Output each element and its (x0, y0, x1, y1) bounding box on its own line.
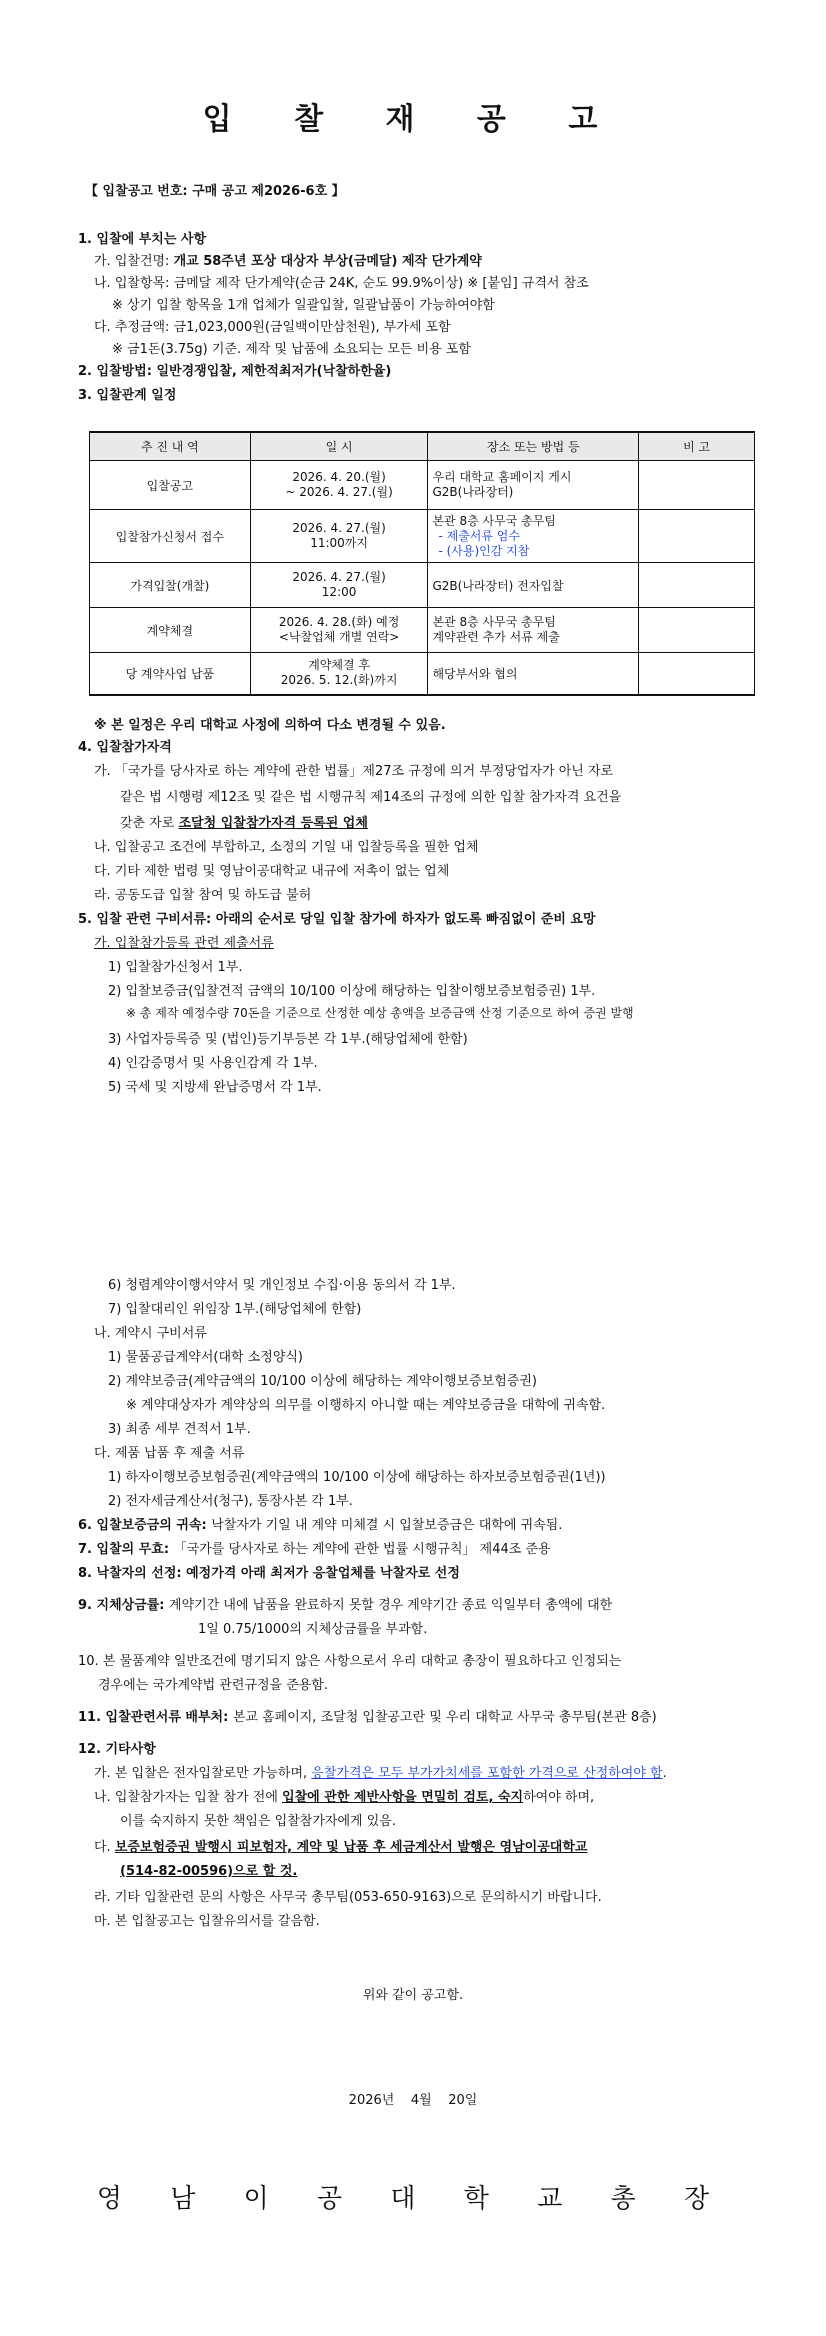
schedule-remark (639, 653, 755, 695)
s4-item-ga-underline: 조달청 입찰참가자격 등록된 업체 (178, 816, 368, 831)
s5-doc-7: 7) 입찰대리인 위임장 1부.(해당업체에 한함) (108, 1302, 362, 1317)
section-6-text: 낙찰자가 기일 내 계약 미체결 시 입찰보증금은 대학에 귀속됨. (211, 1518, 563, 1533)
s5-contract-3: 3) 최종 세부 견적서 1부. (108, 1422, 251, 1437)
s5-doc-6: 6) 청렴계약이행서약서 및 개인정보 수집·이용 동의서 각 1부. (108, 1278, 456, 1293)
s5-item-da: 다. 제품 납품 후 제출 서류 (94, 1446, 245, 1461)
section-12-heading: 12. 기타사항 (78, 1742, 156, 1757)
section-9-cont: 1일 0.75/1000의 지체상금률을 부과함. (198, 1622, 428, 1637)
schedule-place (428, 461, 639, 510)
s5-contract-2-note: ※ 계약대상자가 계약상의 의무를 이행하지 아니할 때는 계약보증금을 대학에 귀속함. (126, 1398, 606, 1413)
schedule-date-line: 계약체결 후 (308, 658, 370, 673)
closing-statement: 위와 같이 공고함. (362, 1988, 464, 2003)
schedule-remark (639, 563, 755, 608)
s5-delivery-2: 2) 전자세금계산서(청구), 통장사본 각 1부. (108, 1494, 353, 1509)
schedule-item: 입찰참가신청서 접수 (90, 510, 251, 563)
schedule-place: G2B(나라장터) 전자입찰 (428, 563, 639, 608)
schedule-date (250, 461, 428, 510)
schedule-place (428, 510, 639, 563)
schedule-date (250, 608, 428, 653)
schedule-header-date: 일 시 (250, 432, 428, 461)
s12-item-ga (94, 1762, 667, 1781)
schedule-table (89, 431, 755, 696)
schedule-remark (639, 608, 755, 653)
s12-item-ga-end: . (662, 1766, 667, 1781)
s5-doc-2-note: ※ 총 제작 예정수량 70돈을 기준으로 산정한 예상 총액을 보증금액 산정 기준으로 하여 증권 발행 (126, 1006, 634, 1020)
s12-item-ra: 라. 기타 입찰관련 문의 사항은 사무국 총무팀(053-650-9163)으로 문의하시기 바랍니다. (94, 1890, 602, 1905)
schedule-item: 계약체결 (90, 608, 251, 653)
section-6 (78, 1514, 562, 1533)
section-7-label: 7. 입찰의 무효: (78, 1542, 174, 1557)
s1-item-ga (94, 250, 482, 269)
section-9-text: 계약기간 내에 납품을 완료하지 못할 경우 계약기간 종료 익일부터 총액에 대한 (169, 1598, 613, 1613)
schedule-remark (639, 510, 755, 563)
section-10: 10. 본 물품계약 일반조건에 명기되지 않은 사항으로서 우리 대학교 총장이 필요하다고 인정되는 (78, 1654, 622, 1669)
schedule-date-line: 2026. 4. 27.(월) (292, 570, 386, 584)
s4-item-ra: 라. 공동도급 입찰 참여 및 하도급 불허 (94, 888, 312, 903)
schedule-note: ※ 본 일정은 우리 대학교 사정에 의하여 다소 변경될 수 있음. (94, 718, 446, 733)
s5-item-na: 나. 계약시 구비서류 (94, 1326, 207, 1341)
schedule-place (428, 608, 639, 653)
s4-item-ga-text: 갖춘 자로 (120, 816, 179, 831)
s1-item-ga-label: 가. 입찰건명: (94, 254, 174, 269)
s1-item-na-note: ※ 상기 입찰 항목을 1개 업체가 일괄입찰, 일괄납품이 가능하여야함 (112, 298, 495, 313)
s5-doc-3: 3) 사업자등록증 및 (법인)등기부등본 각 1부.(해당업체에 한함) (108, 1032, 468, 1047)
s12-item-da-cont: (514-82-00596)으로 할 것. (120, 1864, 298, 1879)
section-9-label: 9. 지체상금률: (78, 1598, 170, 1613)
table-row (90, 461, 755, 510)
s4-item-da: 다. 기타 제한 법령 및 영남이공대학교 내규에 저촉이 없는 업체 (94, 864, 450, 879)
section-3-heading: 3. 입찰관계 일정 (78, 388, 177, 403)
section-6-label: 6. 입찰보증금의 귀속: (78, 1518, 212, 1533)
s4-item-ga-cont: 같은 법 시행령 제12조 및 같은 법 시행규칙 제14조의 규정에 의한 입찰 참가자격 요건을 (120, 790, 622, 805)
schedule-item: 당 계약사업 납품 (90, 653, 251, 695)
schedule-place-line: - (사용)인감 지참 (438, 543, 530, 558)
schedule-date-line: 12:00 (321, 585, 357, 599)
schedule-place: 해당부서와 협의 (428, 653, 639, 695)
schedule-date (250, 510, 428, 563)
s12-item-na-underline: 입찰에 관한 제반사항을 면밀히 검토, 숙지 (282, 1790, 524, 1805)
schedule-place-line: 본관 8층 사무국 총무팀 (432, 615, 556, 629)
notice-date: 2026년 4월 20일 (348, 2093, 478, 2108)
schedule-date-line: 2026. 4. 28.(화) 예정 (278, 615, 400, 629)
s12-item-da-label: 다. (94, 1840, 115, 1855)
schedule-header-place: 장소 또는 방법 등 (428, 432, 639, 461)
page-title: 입 찰 재 공 고 (202, 102, 624, 137)
table-row (90, 510, 755, 563)
section-5-heading: 5. 입찰 관련 구비서류: 아래의 순서로 당일 입찰 참가에 하자가 없도록 빠짐없이 준비 요망 (78, 912, 596, 927)
schedule-header-item: 추 진 내 역 (90, 432, 251, 461)
table-row (90, 608, 755, 653)
schedule-header-row (90, 432, 755, 461)
s5-item-ga: 가. 입찰참가등록 관련 제출서류 (94, 936, 274, 951)
section-10-cont: 경우에는 국가계약법 관련규정을 준용함. (98, 1678, 329, 1693)
section-11-label: 11. 입찰관련서류 배부처: (78, 1710, 233, 1725)
section-2: 2. 입찰방법: 일반경쟁입찰, 제한적최저가(낙찰하한율) (78, 364, 392, 379)
s12-item-ma: 마. 본 입찰공고는 입찰유의서를 갈음함. (94, 1914, 320, 1929)
schedule-place-line: 계약관련 추가 서류 제출 (432, 630, 560, 644)
s12-item-na-post: 하여야 하며, (523, 1790, 595, 1805)
s12-item-na-text: 나. 입찰참가자는 입찰 참가 전에 (94, 1790, 283, 1805)
section-7 (78, 1538, 551, 1557)
s1-item-da: 다. 추정금액: 금1,023,000원(금일백이만삼천원), 부가세 포함 (94, 320, 451, 335)
s5-doc-2: 2) 입찰보증금(입찰견적 금액의 10/100 이상에 해당하는 입찰이행보증보험증권) 1부. (108, 984, 596, 999)
s5-contract-1: 1) 물품공급계약서(대학 소정양식) (108, 1350, 304, 1365)
table-row (90, 653, 755, 695)
s12-item-ga-highlight: 응찰가격은 모두 부가가치세를 포함한 가격으로 산정하여야 함 (311, 1766, 663, 1781)
section-1-heading: 1. 입찰에 부치는 사항 (78, 232, 207, 247)
schedule-date-line: 2026. 4. 20.(월) (292, 470, 386, 484)
section-11-text: 본교 홈페이지, 조달청 입찰공고란 및 우리 대학교 사무국 총무팀(본관 8층) (232, 1710, 657, 1725)
schedule-place-line: 본관 8층 사무국 총무팀 (432, 513, 556, 528)
schedule-date (250, 563, 428, 608)
schedule-date (250, 653, 428, 695)
schedule-place-line: G2B(나라장터) (432, 485, 514, 499)
schedule-remark (639, 461, 755, 510)
s5-delivery-1: 1) 하자이행보증보험증권(계약금액의 10/100 이상에 해당하는 하자보증보험증권(1년)) (108, 1470, 606, 1485)
s5-doc-5: 5) 국세 및 지방세 완납증명서 각 1부. (108, 1080, 322, 1095)
s1-item-da-note: ※ 금1돈(3.75g) 기준. 제작 및 납품에 소요되는 모든 비용 포함 (112, 342, 471, 357)
schedule-header-remark: 비 고 (639, 432, 755, 461)
s12-item-da (94, 1836, 587, 1855)
schedule-date-line: 2026. 5. 12.(화)까지 (280, 673, 398, 688)
schedule-item: 가격입찰(개찰) (90, 563, 251, 608)
s1-item-ga-value: 개교 58주년 포상 대상자 부상(금메달) 제작 단가계약 (173, 254, 482, 269)
s4-item-ga-cont2 (120, 812, 368, 831)
section-9 (78, 1594, 612, 1613)
notice-number: 【 입찰공고 번호: 구매 공고 제2026-6호 】 (85, 184, 345, 199)
s12-item-ga-text: 가. 본 입찰은 전자입찰로만 가능하며, (94, 1766, 312, 1781)
s1-item-na: 나. 입찰항목: 금메달 제작 단가계약(순금 24K, 순도 99.9%이상) ※ [붙임] 규격서 참조 (94, 276, 589, 291)
schedule-date-line: ~ 2026. 4. 27.(월) (285, 485, 393, 499)
section-8: 8. 낙찰자의 선정: 예정가격 아래 최저가 응찰업체를 낙찰자로 선정 (78, 1566, 460, 1581)
s5-doc-1: 1) 입찰참가신청서 1부. (108, 960, 243, 975)
issuer-signature: 영 남 이 공 대 학 교 총 장 (96, 2184, 730, 2214)
s4-item-na: 나. 입찰공고 조건에 부합하고, 소정의 기일 내 입찰등록을 필한 업체 (94, 840, 479, 855)
schedule-place-line: - 제출서류 엄수 (438, 528, 520, 543)
schedule-place-line: 우리 대학교 홈페이지 게시 (432, 470, 572, 484)
section-11 (78, 1706, 657, 1725)
s12-item-da-underline: 보증보험증권 발행시 피보험자, 계약 및 납품 후 세금계산서 발행은 영남이공대학교 (114, 1840, 588, 1855)
s5-contract-2: 2) 계약보증금(계약금액의 10/100 이상에 해당하는 계약이행보증보험증권) (108, 1374, 537, 1389)
s5-doc-4: 4) 인감증명서 및 사용인감계 각 1부. (108, 1056, 318, 1071)
s4-item-ga: 가. 「국가를 당사자로 하는 계약에 관한 법률」제27조 규정에 의거 부정당업자가 아닌 자로 (94, 764, 614, 779)
s12-item-na (94, 1786, 594, 1805)
schedule-date-line: <낙찰업체 개별 연락> (278, 630, 400, 644)
schedule-item: 입찰공고 (90, 461, 251, 510)
schedule-date-line: 2026. 4. 27.(월) (292, 521, 386, 535)
table-row (90, 563, 755, 608)
s12-item-na-cont: 이를 숙지하지 못한 책임은 입찰참가자에게 있음. (120, 1814, 396, 1829)
section-7-text: 「국가를 당사자로 하는 계약에 관한 법률 시행규칙」 제44조 준용 (173, 1542, 551, 1557)
schedule-date-line: 11:00까지 (310, 536, 368, 550)
section-4-heading: 4. 입찰참가자격 (78, 740, 172, 755)
